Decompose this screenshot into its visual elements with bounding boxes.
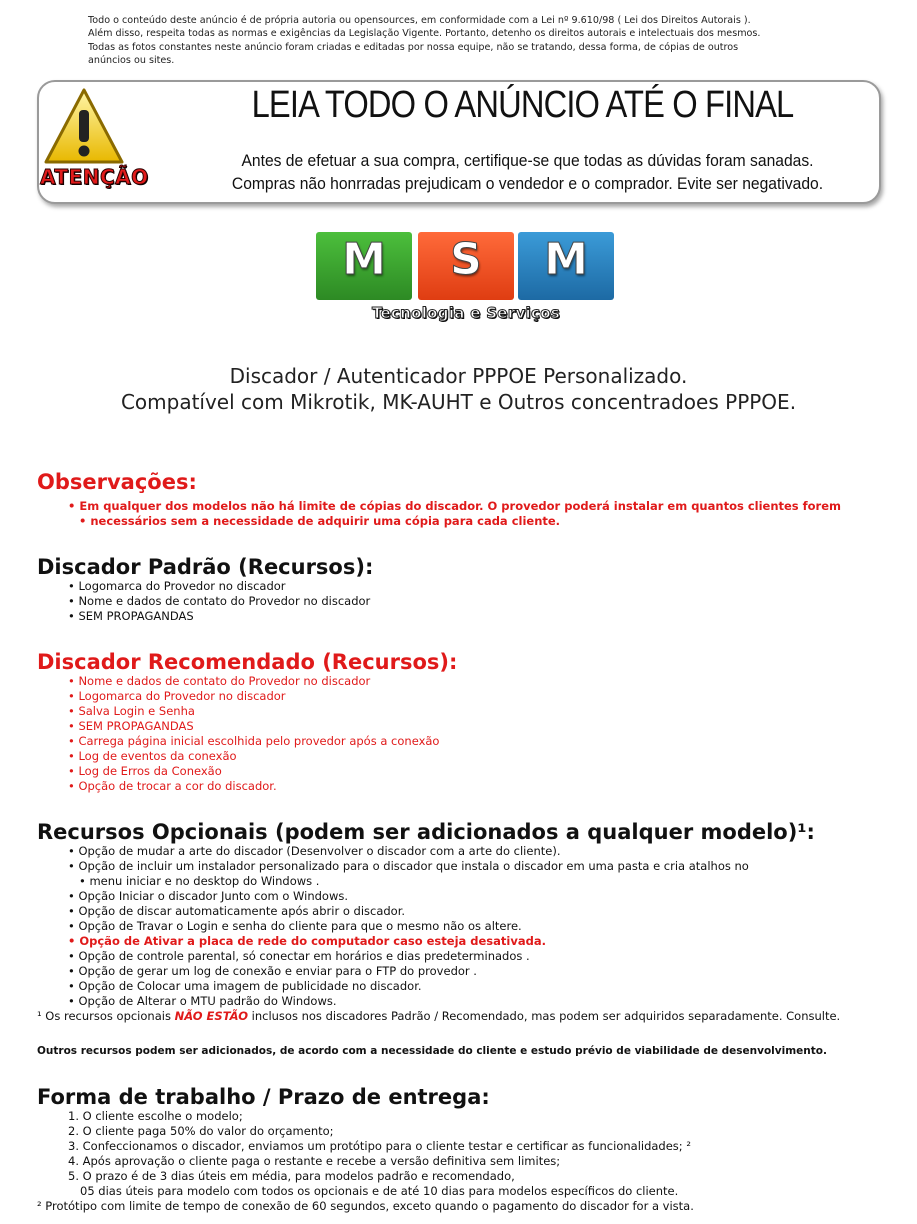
list-item-continuation (68, 874, 749, 889)
list-item-text: necessários sem a necessidade de adquirir uma cópia para cada cliente. (90, 514, 561, 528)
logo-letter: M (544, 234, 588, 285)
logo-block-m1 (316, 232, 412, 300)
list-item: • Carrega página inicial escolhida pelo provedor após a conexão (68, 734, 439, 749)
list-item: • Opção de Alterar o MTU padrão do Windows. (68, 994, 749, 1009)
list-item: • Logomarca do Provedor no discador (68, 689, 439, 704)
disclaimer-line: anúncios ou sites. (88, 55, 175, 67)
intro-line-2: Compatível com Mikrotik, MK-AUHT e Outros concentradoes PPPOE. (120, 390, 797, 414)
list-item-text: menu iniciar e no desktop do Windows . (89, 874, 320, 888)
list-item-text: 05 dias úteis para modelo com todos os opcionais e de até 10 dias para modelos específicos do cliente. (80, 1184, 679, 1198)
list-item: • Salva Login e Senha (68, 704, 439, 719)
recomendado-title: Discador Recomendado (Recursos): (37, 650, 458, 674)
list-item: • Opção de controle parental, só conectar em horários e dias predeterminados . (68, 949, 749, 964)
list-item: • Opção de mudar a arte do discador (Desenvolver o discador com a arte do cliente). (68, 844, 749, 859)
warning-triangle-icon (40, 86, 125, 166)
list-item: 5. O prazo é de 3 dias úteis em média, para modelos padrão e recomendado, (68, 1169, 515, 1183)
list-item: • Opção de trocar a cor do discador. (68, 779, 439, 794)
list-item: • SEM PROPAGANDAS (68, 719, 439, 734)
logo-subtitle: Tecnologia e Serviços (371, 304, 561, 322)
list-item: • Opção Iniciar o discador Junto com o Windows. (68, 889, 749, 904)
footnote-text: inclusos nos discadores Padrão / Recomendado, mas podem ser adquiridos separadamente. Consulte. (247, 1009, 841, 1023)
logo-block-s (418, 232, 514, 300)
list-item: • Opção de Travar o Login e senha do cliente para que o mesmo não os altere. (68, 919, 749, 934)
list-item-continuation (68, 514, 841, 529)
list-item: • Opção de incluir um instalador personalizado para o discador que instala o discador em uma pasta e cria atalhos no (68, 859, 749, 874)
logo-letter: S (450, 234, 482, 285)
list-item: • SEM PROPAGANDAS (68, 609, 370, 624)
padrao-title: Discador Padrão (Recursos): (37, 555, 374, 579)
list-item: • Nome e dados de contato do Provedor no discador (68, 594, 370, 609)
forma-title: Forma de trabalho / Prazo de entrega: (37, 1085, 490, 1109)
logo-letter: M (342, 234, 386, 285)
disclaimer-line: Todo o conteúdo deste anúncio é de própria autoria ou opensources, em conformidade com a Lei nº 9.610/98 ( Lei dos Direitos Autorais ). (88, 15, 751, 26)
footnote-emphasis: NÃO ESTÃO (174, 1009, 248, 1023)
forma-list (68, 1109, 691, 1199)
list-item: • Log de Erros da Conexão (68, 764, 439, 779)
intro-line-1: Discador / Autenticador PPPOE Personalizado. (229, 364, 688, 388)
recomendado-list (68, 674, 439, 794)
logo-block-m2 (518, 232, 614, 300)
atencao-badge: ATENÇÃO (40, 165, 149, 189)
list-item: • Opção de discar automaticamente após abrir o discador. (68, 904, 749, 919)
observacoes-list (68, 499, 841, 529)
list-item: 1. O cliente escolhe o modelo; (68, 1109, 243, 1123)
footnote-text: ¹ Os recursos opcionais (37, 1009, 175, 1023)
list-item: 4. Após aprovação o cliente paga o restante e recebe a versão definitiva sem limites; (68, 1154, 561, 1168)
disclaimer-line: Além disso, respeita todas as normas e exigências da Legislação Vigente. Portanto, detenho os direitos autorais e intelectuais dos mesmos. (88, 28, 761, 40)
disclaimer (88, 14, 848, 68)
observacoes-title: Observações: (37, 470, 197, 494)
list-item: • Opção de gerar um log de conexão e enviar para o FTP do provedor . (68, 964, 749, 979)
list-item: • Nome e dados de contato do Provedor no discador (68, 674, 439, 689)
outros-recursos-note: Outros recursos podem ser adicionados, de acordo com a necessidade do cliente e estudo prévio de viabilidade de desenvolvimento. (37, 1045, 827, 1057)
banner-line-2: Compras não honrradas prejudicam o vendedor e o comprador. Evite ser negativado. (231, 174, 824, 193)
opcionais-list (68, 844, 749, 1009)
banner-line-1: Antes de efetuar a sua compra, certifique-se que todas as dúvidas foram sanadas. (241, 151, 814, 170)
opcionais-title: Recursos Opcionais (podem ser adicionados a qualquer modelo)¹: (37, 820, 815, 844)
list-item: • Log de eventos da conexão (68, 749, 439, 764)
list-item: 3. Confeccionamos o discador, enviamos um protótipo para o cliente testar e certificar as funcionalidades; ² (68, 1139, 691, 1153)
list-item: • Opção de Ativar a placa de rede do computador caso esteja desativada. (68, 934, 749, 949)
list-item-continuation (68, 1184, 691, 1199)
opcionais-footnote (37, 1009, 840, 1024)
list-item: 2. O cliente paga 50% do valor do orçamento; (68, 1124, 334, 1138)
disclaimer-line: Todas as fotos constantes neste anúncio foram criadas e editadas por nossa equipe, não se tratando, dessa forma, de cópias de outros (88, 41, 739, 53)
banner-title: LEIA TODO O ANÚNCIO ATÉ O FINAL (251, 84, 794, 126)
padrao-list (68, 579, 370, 624)
forma-footnote: ² Protótipo com limite de tempo de conexão de 60 segundos, exceto quando o pagamento do discador for a vista. (37, 1199, 694, 1213)
list-item: • Opção de Colocar uma imagem de publicidade no discador. (68, 979, 749, 994)
list-item: • Em qualquer dos modelos não há limite de cópias do discador. O provedor poderá instalar em quantos clientes forem (68, 499, 841, 514)
list-item: • Logomarca do Provedor no discador (68, 579, 370, 594)
